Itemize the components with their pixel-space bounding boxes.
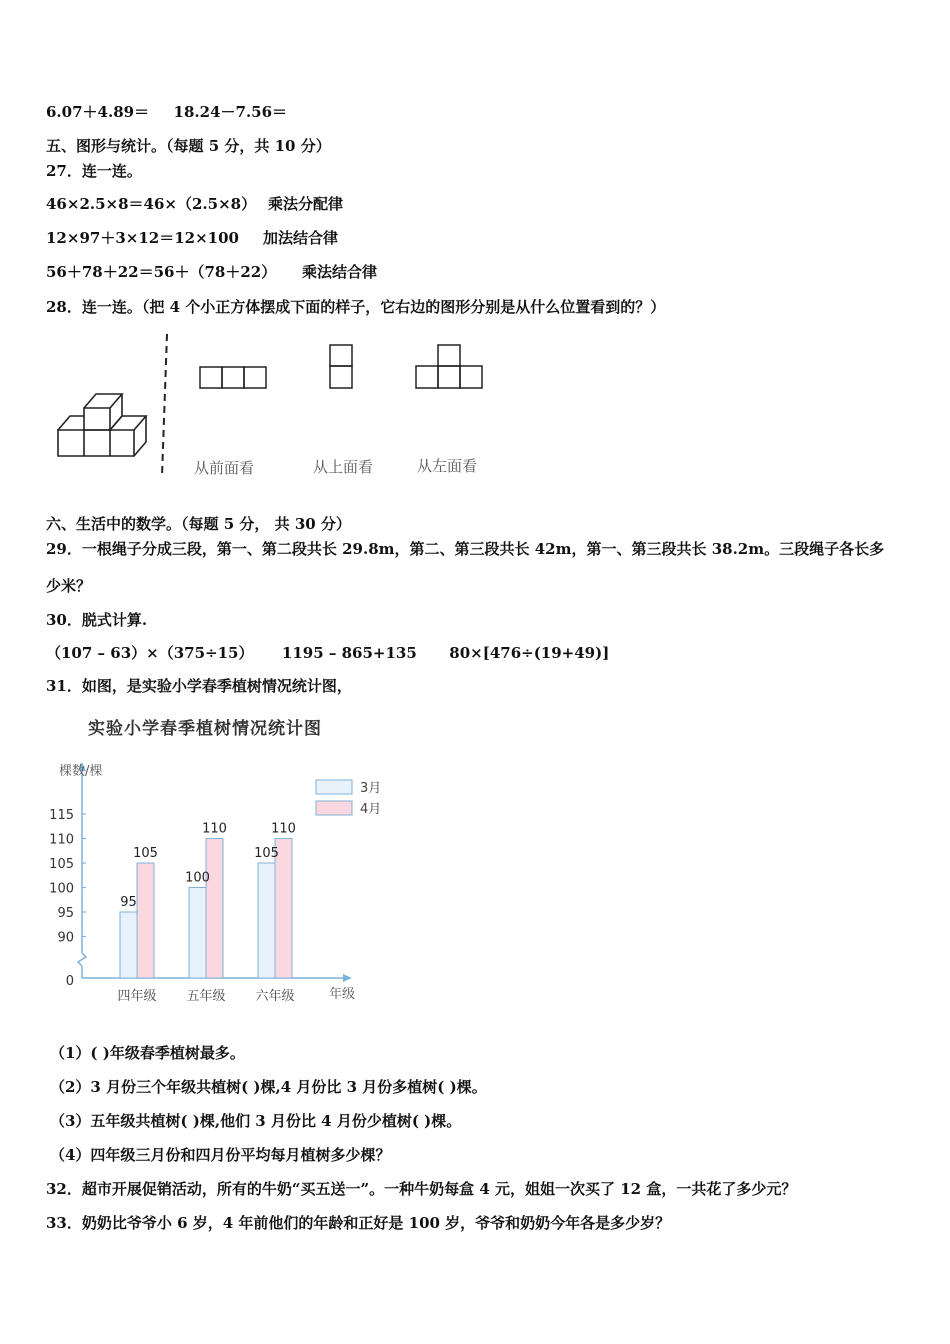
legend-swatch-3月 (316, 780, 352, 794)
q29-line-2: 少米？ (46, 577, 92, 595)
y-tick-label-0: 0 (65, 974, 74, 989)
label-left-view: 从左面看 (417, 457, 478, 475)
y-tick-label-115: 115 (49, 808, 74, 823)
bar-六年级-3月 (258, 863, 275, 978)
q27-row-2-law: 加法结合律 (263, 229, 339, 247)
cube-stack-drawing (58, 394, 146, 456)
view-top-shape (330, 345, 352, 388)
q27-row-1-expr: 46×2.5×8＝46×（2.5×8） (46, 195, 257, 213)
q30-title: 30．脱式计算. (46, 611, 148, 629)
bar-四年级-4月 (137, 863, 154, 978)
q27-row-1-law: 乘法分配律 (268, 195, 344, 213)
y-tick-label-105: 105 (49, 857, 74, 872)
bar-label-四年级-3月: 95 (120, 895, 137, 910)
q27-row-2-expr: 12×97＋3×12＝12×100 (46, 229, 239, 247)
q31-title: 31．如图，是实验小学春季植树情况统计图， (46, 677, 352, 695)
y-axis-title: 棵数/棵 (59, 764, 103, 779)
bar-四年级-3月 (120, 912, 137, 978)
bar-label-六年级-3月: 105 (254, 846, 279, 861)
y-tick-label-110: 110 (49, 832, 74, 848)
q30-expr-1: （107 – 63）×（375÷15） (46, 644, 254, 662)
q30-expr-3: 80×[476÷(19+49)] (449, 644, 610, 662)
q30-expressions (46, 643, 609, 663)
bar-label-四年级-4月: 105 (133, 846, 158, 861)
q33-text: 33．奶奶比爷爷小 6 岁，4 年前他们的年龄和正好是 100 岁，爷爷和奶奶今年各是多少岁？ (46, 1214, 671, 1232)
bar-label-五年级-3月: 100 (185, 870, 210, 886)
q27-row-3-expr: 56＋78＋22＝56＋（78＋22） (46, 263, 277, 281)
q29-line-1: 29．一根绳子分成三段，第一、第二段共长 29.8m，第二、第三段共长 42m，第一、第三段共长 38.2m。三段绳子各长多 (46, 540, 885, 558)
q27-row-2 (46, 228, 339, 248)
y-tick-label-90: 90 (57, 930, 74, 946)
q26-expr-a: 6.07＋4.89＝ (46, 103, 150, 121)
legend-label-3月: 3月 (360, 781, 382, 796)
bar-五年级-4月 (206, 839, 223, 979)
q27-title: 27．连一连。 (46, 162, 142, 180)
section-6-heading: 六、生活中的数学。（每题 5 分， 共 30 分） (46, 515, 351, 533)
q31-sub-1: （1）( )年级春季植树最多。 (50, 1044, 245, 1062)
y-tick-label-95: 95 (57, 906, 74, 921)
label-front-view: 从前面看 (194, 459, 255, 477)
label-top-view: 从上面看 (313, 458, 374, 476)
view-front-shape (200, 367, 266, 388)
bar-label-五年级-4月: 110 (202, 821, 227, 837)
view-left-shape (416, 345, 482, 388)
q27-row-1 (46, 194, 344, 214)
chart-title: 实验小学春季植树情况统计图 (88, 719, 322, 739)
y-tick-label-100: 100 (49, 881, 74, 897)
category-label-四年级: 四年级 (117, 989, 157, 1004)
q27-row-3 (46, 262, 378, 282)
q26-expr-b: 18.24－7.56＝ (173, 103, 288, 121)
category-label-五年级: 五年级 (186, 989, 226, 1004)
q27-row-3-law: 乘法结合律 (302, 263, 378, 281)
tree-planting-bar-chart (40, 752, 400, 1012)
legend-label-4月: 4月 (360, 802, 382, 817)
q30-expr-2: 1195 – 865+135 (281, 644, 417, 662)
section-5-heading: 五、图形与统计。（每题 5 分，共 10 分） (46, 137, 331, 155)
legend-swatch-4月 (316, 801, 352, 815)
q26-expressions (46, 102, 287, 122)
x-axis-title: 年级 (328, 987, 356, 1002)
q32-text: 32．超市开展促销活动，所有的牛奶“买五送一”。一种牛奶每盒 4 元，姐姐一次买了 12 盒，一共花了多少元？ (46, 1180, 797, 1198)
q31-sub-3: （3）五年级共植树( )棵,他们 3 月份比 4 月份少植树( )棵。 (50, 1112, 462, 1130)
category-label-六年级: 六年级 (255, 989, 295, 1004)
x-axis-arrow (343, 974, 352, 982)
bar-五年级-3月 (189, 888, 206, 979)
q31-sub-2: （2）3 月份三个年级共植树( )棵,4 月份比 3 月份多植树( )棵。 (50, 1078, 487, 1096)
q31-sub-4: （4）四年级三月份和四月份平均每月植树多少棵？ (50, 1146, 391, 1164)
bar-label-六年级-4月: 110 (271, 821, 296, 837)
divider-dashed-line (162, 334, 167, 476)
q28-title: 28．连一连。（把 4 个小正方体摆成下面的样子，它右边的图形分别是从什么位置看到的？） (46, 298, 666, 316)
y-axis-break (78, 953, 86, 966)
